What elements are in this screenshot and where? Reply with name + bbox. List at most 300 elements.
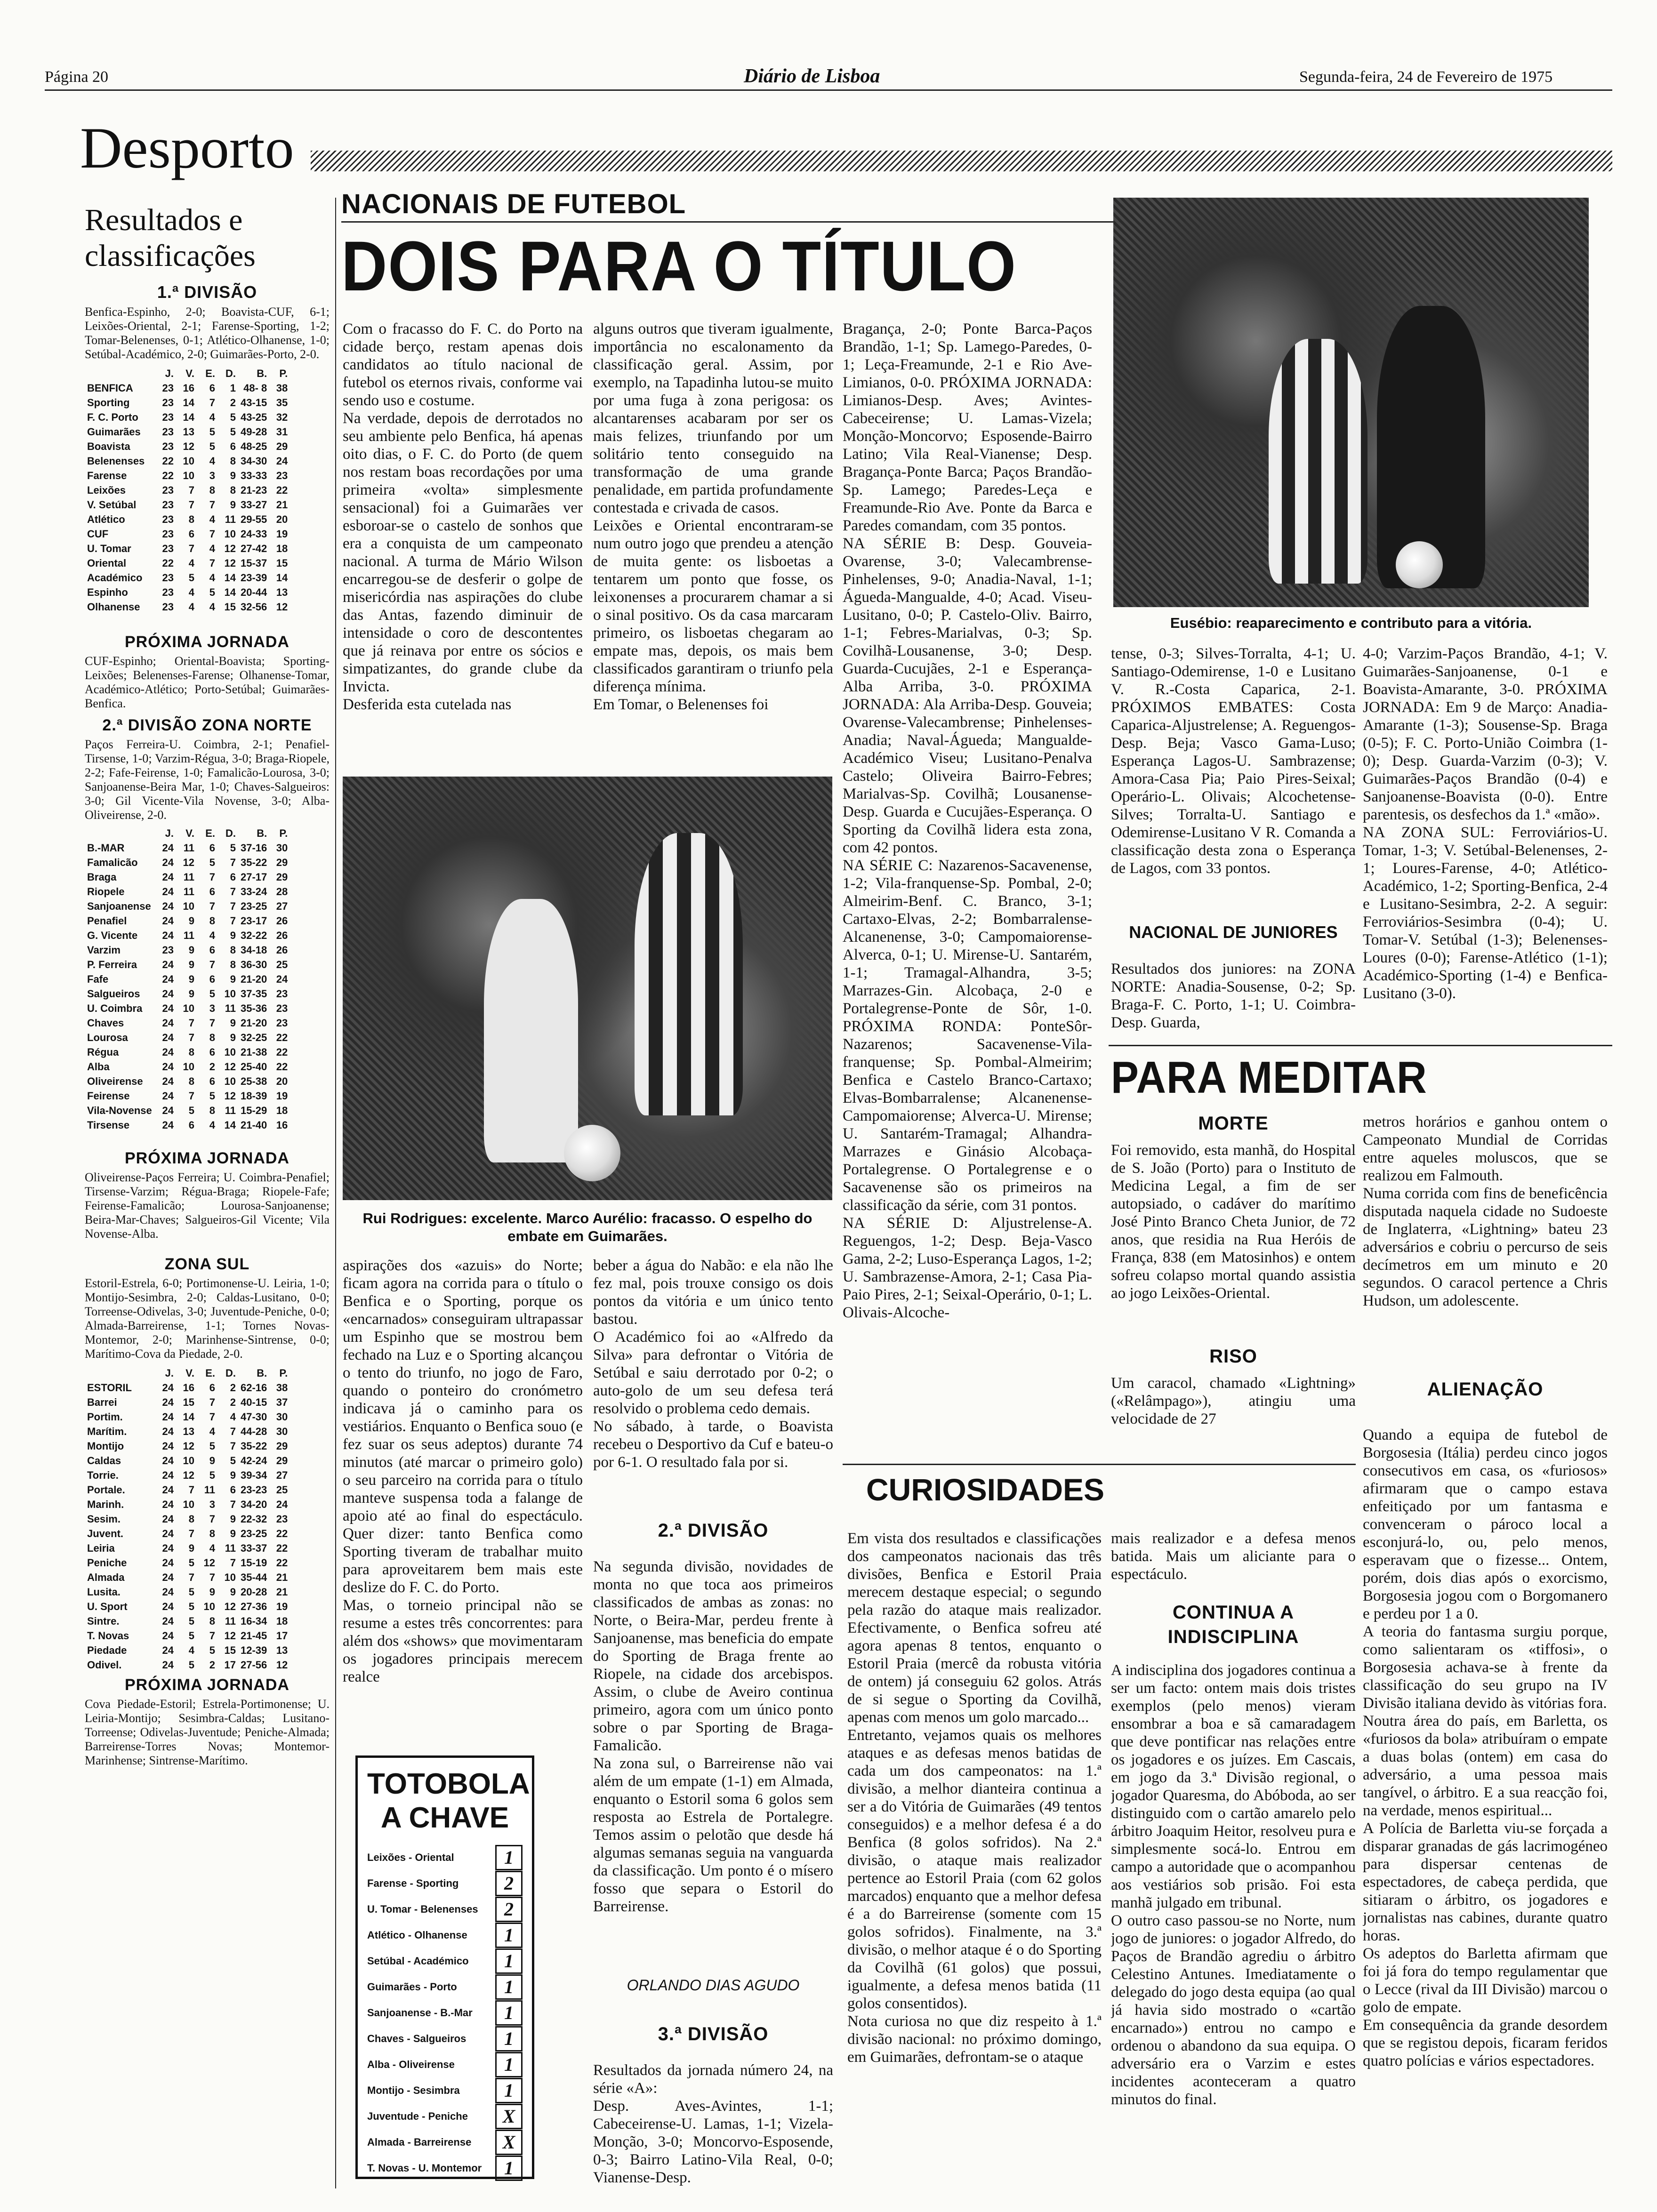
table-cell: 24 bbox=[162, 987, 174, 1000]
table-cell: 4 bbox=[209, 1542, 215, 1554]
table-cell: 16 bbox=[183, 382, 194, 394]
table-cell: 22 bbox=[276, 1060, 288, 1073]
table-cell: 7 bbox=[188, 484, 194, 496]
table-cell: 10 bbox=[224, 528, 236, 540]
indisciplina-heading: CONTINUA A INDISCIPLINA bbox=[1167, 1602, 1299, 1647]
table-cell: 25-40 bbox=[241, 1060, 267, 1073]
table-header-cell: V. bbox=[185, 827, 194, 839]
team-name: Lusita. bbox=[87, 1586, 121, 1598]
table-cell: 32-25 bbox=[241, 1031, 267, 1043]
table-cell: 22 bbox=[162, 557, 174, 569]
totobola-result: 1 bbox=[495, 1948, 523, 1974]
table-row bbox=[85, 1001, 290, 1016]
table-row bbox=[85, 1395, 290, 1410]
curiosidades-col2: mais realizador e a defesa menos batida. Mais um aliciante para o espectáculo. bbox=[1111, 1530, 1356, 1583]
team-name: Tirsense bbox=[87, 1119, 130, 1131]
team-name: Almada bbox=[87, 1571, 125, 1583]
table-cell: 25-38 bbox=[241, 1075, 267, 1087]
table-cell: 34-30 bbox=[241, 455, 267, 467]
curiosidades-rule bbox=[843, 1464, 1356, 1465]
table-cell: 24 bbox=[162, 1396, 174, 1408]
table-cell: 35-36 bbox=[241, 1002, 267, 1014]
table-cell: 40-15 bbox=[241, 1396, 267, 1408]
table-cell: 24 bbox=[162, 1629, 174, 1642]
team-name: T. Novas bbox=[87, 1629, 129, 1642]
table-cell: 11 bbox=[183, 842, 194, 854]
table-cell: 15 bbox=[224, 1644, 236, 1656]
table-cell: 36-30 bbox=[241, 958, 267, 970]
table-row bbox=[85, 1643, 290, 1658]
table-cell: 24 bbox=[162, 929, 174, 941]
table-cell: 8 bbox=[209, 484, 215, 496]
table-row bbox=[85, 1614, 290, 1628]
totobola-result: 1 bbox=[495, 2156, 523, 2181]
header-rule bbox=[45, 89, 1612, 91]
table-cell: 26 bbox=[276, 914, 288, 927]
article-col2b: beber a água do Nabão: e ela não lhe fez mal, pois trouxe consigo os dois pontos da vitória e um único tento bastou. O Académico foi ao «Alfredo da Silva» para defrontar o Vitória de Setúbal e saiu derrotado por 0-2; o auto-golo de um seu defesa terá resolvido o problema cedo demais. No sábado, à tarde, o Boavista recebeu o Desportivo da Cuf e bateu-o por 6-1. O resultado fala por si. bbox=[593, 1257, 833, 1471]
table-cell: 22-32 bbox=[241, 1513, 267, 1525]
table-cell: 22 bbox=[276, 1542, 288, 1554]
table-row bbox=[85, 1512, 290, 1526]
team-name: Boavista bbox=[87, 440, 130, 452]
table-header-cell: E. bbox=[205, 1367, 215, 1379]
table-cell: 6 bbox=[209, 973, 215, 985]
table-cell: 22 bbox=[276, 1527, 288, 1539]
table-cell: 23 bbox=[162, 425, 174, 438]
totobola-row bbox=[367, 1870, 523, 1896]
totobola-title: TOTOBOLA bbox=[367, 1768, 530, 1800]
table-header-cell: E. bbox=[205, 367, 215, 379]
player-figure bbox=[484, 899, 578, 1162]
table-cell: 9 bbox=[230, 1469, 236, 1481]
totobola-match: Almada - Barreirense bbox=[367, 2136, 472, 2148]
table-header-cell: V. bbox=[185, 1367, 194, 1379]
table-row bbox=[85, 454, 290, 468]
team-name: Barrei bbox=[87, 1396, 117, 1408]
table-cell: 32 bbox=[276, 411, 288, 423]
table-cell: 8 bbox=[188, 1513, 194, 1525]
div3-text: Resultados da jornada número 24, na série «A»: Desp. Aves-Avintes, 1-1; Cabeceirense-U. Lamas, 1-1; Vizela-Monção, 3-0; Moncorvo-Esposende, 0-3; Bairro Latino-Vila Real, 0-0; Vianense-Desp. bbox=[593, 2062, 833, 2186]
table-cell: 7 bbox=[230, 1556, 236, 1569]
team-name: V. Setúbal bbox=[87, 498, 137, 511]
indisciplina-text: A indisciplina dos jogadores continua a ser um facto: ontem mais dois tristes exemplos (pelo menos) vieram ensombrar a boa e sã camaradagem que deve pontificar nas relações entre os jogadores e os juízes. Em Cascais, em jogo da 3.ª Divisão regional, o jogador Quaresma, do Abóboda, ao ser distinguido com o cartão amarelo pelo árbitro Joaquim Heitor, resolveu pura e simplesmente socá-lo. Entrou em campo a autoridade que o acompanhou aos vestiários sob prisão. Foi esta manhã julgado em tribunal. O outro caso passou-se no Norte, num jogo de juniores: o jogador Alfredo, do Paços de Brandão agrediu o árbitro Celestino Antunes. Imediatamente o delegado do jogo desta equipa (ao qual já havia sido mostrado o «cartão encarnado») entrou no campo e ordenou o abandono da sua equipa. O adversário era o Varzim e estes incidentes aconteceram a quatro minutos do final. bbox=[1111, 1662, 1356, 2108]
table-row bbox=[85, 395, 290, 410]
table-cell: 8 bbox=[209, 914, 215, 927]
table-cell: 24 bbox=[162, 1615, 174, 1627]
table-cell: 4 bbox=[209, 1119, 215, 1131]
table-cell: 24 bbox=[162, 1090, 174, 1102]
table-cell: 11 bbox=[225, 1002, 236, 1014]
table-cell: 9 bbox=[230, 1527, 236, 1539]
div1-results: Benfica-Espinho, 2-0; Boavista-CUF, 6-1; Leixões-Oriental, 2-1; Farense-Sporting, 1-2; Tomar-Belenenses, 0-1; Atlético-Olhanense, 1-0; Setúbal-Académico, 2-0; Guimarães-Porto, 2-0. bbox=[85, 305, 330, 361]
table-cell: 27-56 bbox=[241, 1659, 267, 1671]
table-cell: 7 bbox=[188, 1031, 194, 1043]
table-cell: 23 bbox=[162, 440, 174, 452]
table-row bbox=[85, 1628, 290, 1643]
table-row bbox=[85, 483, 290, 497]
table-cell: 10 bbox=[183, 455, 194, 467]
table-cell: 7 bbox=[188, 1483, 194, 1496]
table-cell: 35 bbox=[276, 396, 288, 409]
table-cell: 14 bbox=[224, 586, 236, 598]
team-name: U. Tomar bbox=[87, 542, 131, 554]
table-cell: 12 bbox=[224, 1090, 236, 1102]
table-cell: 4 bbox=[209, 513, 215, 525]
table-cell: 24 bbox=[162, 1644, 174, 1656]
table-cell: 24 bbox=[162, 1381, 174, 1394]
table-cell: 17 bbox=[276, 1629, 288, 1642]
table-row bbox=[85, 943, 290, 957]
table-cell: 6 bbox=[209, 944, 215, 956]
team-name: Peniche bbox=[87, 1556, 127, 1569]
table-cell: 10 bbox=[203, 1600, 215, 1612]
zonasul-results: Estoril-Estrela, 6-0; Portimonense-U. Leiria, 1-0; Montijo-Sesimbra, 2-0; Caldas-Lusitano, 0-0; Torreense-Odivelas, 3-0; Juventude-Peniche, 0-0; Almada-Barreirense, 1-1; Tornes Novas-Montemor, 2-0; Marinhense-Sintrense, 0-0; Marítimo-Cova da Piedade, 2-0. bbox=[85, 1276, 330, 1361]
table-cell: 3 bbox=[209, 1002, 215, 1014]
totobola-result: 1 bbox=[495, 1923, 523, 1948]
table-cell: 4 bbox=[209, 601, 215, 613]
totobola-row bbox=[367, 1922, 523, 1948]
totobola-match: Setúbal - Académico bbox=[367, 1955, 469, 1967]
table-row bbox=[85, 986, 290, 1001]
table-cell: 14 bbox=[183, 411, 194, 423]
table-cell: 5 bbox=[209, 856, 215, 868]
table-cell: 12 bbox=[224, 1060, 236, 1073]
table-row bbox=[85, 1380, 290, 1395]
table-cell: 9 bbox=[188, 944, 194, 956]
team-name: G. Vicente bbox=[87, 929, 138, 941]
table-cell: 29 bbox=[276, 1454, 288, 1467]
article-headline: DOIS PARA O TÍTULO bbox=[341, 226, 1017, 305]
table-cell: 9 bbox=[230, 929, 236, 941]
table-cell: 33-27 bbox=[241, 498, 267, 511]
table-cell: 21 bbox=[276, 498, 288, 511]
table-cell: 7 bbox=[209, 958, 215, 970]
table-cell: 15-29 bbox=[241, 1104, 267, 1116]
table-cell: 24 bbox=[162, 1104, 174, 1116]
table-cell: 7 bbox=[230, 1498, 236, 1510]
table-cell: 9 bbox=[188, 958, 194, 970]
table-row bbox=[85, 855, 290, 870]
table-cell: 19 bbox=[276, 528, 288, 540]
prox3-heading: PRÓXIMA JORNADA bbox=[125, 1676, 290, 1694]
table-cell: 13 bbox=[276, 586, 288, 598]
table-cell: 8 bbox=[188, 1075, 194, 1087]
team-name: Olhanense bbox=[87, 601, 140, 613]
totobola-row bbox=[367, 2155, 523, 2181]
masthead: Diário de Lisboa bbox=[744, 65, 880, 87]
table-cell: 8 bbox=[209, 1104, 215, 1116]
table-cell: 42-24 bbox=[241, 1454, 267, 1467]
table-cell: 15-37 bbox=[241, 557, 267, 569]
table-cell: 22 bbox=[276, 1556, 288, 1569]
totobola-row bbox=[367, 1896, 523, 1922]
right-col-a: tense, 0-3; Silves-Torralta, 4-1; U. Santiago-Odemirense, 1-0 e Lusitano V. R.-Costa Caparica, 2-1. PRÓXIMOS EMBATES: Costa Caparica-Aljustrelense; A. Reguengos-Desp. Beja; Vasco Gama-Luso; Esperança Lagos-U. Sambrazense; Amora-Casa Pia; Paio Pires-Seixal; Operário-L. Olivais; Alcochetense-Silves; Torralta-U. Santiago e Odemirense-Lusitano V R. Comanda a classificação desta zona o Esperança de Lagos, com 33 pontos. bbox=[1111, 645, 1356, 877]
team-name: Sporting bbox=[87, 396, 130, 409]
totobola-result: X bbox=[495, 2130, 523, 2155]
table-header-cell: E. bbox=[205, 827, 215, 839]
table-cell: 8 bbox=[230, 484, 236, 496]
table-cell: 39-34 bbox=[241, 1469, 267, 1481]
table-cell: 3 bbox=[209, 1498, 215, 1510]
table-cell: 6 bbox=[230, 1483, 236, 1496]
table-cell: 24-33 bbox=[241, 528, 267, 540]
table-cell: 24 bbox=[162, 973, 174, 985]
table-cell: 7 bbox=[230, 1425, 236, 1437]
table-cell: 7 bbox=[188, 1090, 194, 1102]
table-cell: 33-37 bbox=[241, 1542, 267, 1554]
table-cell: 33-33 bbox=[241, 469, 267, 481]
div2-text: Na segunda divisão, novidades de monta no que toca aos primeiros classificados de ambas as zonas: no Norte, o Beira-Mar, perdeu frente à Sanjoanense, mas beneficia do empate do Sporting de Braga frente ao Riopele, na cidade dos arcebispos. Assim, o clube de Aveiro continua primeiro, agora com um único ponto sobre o par Sporting de Braga-Famalicão. Na zona sul, o Barreirense não vai além de um empate (1-1) em Almada, enquanto o Estoril soma 6 golos sem resposta ao Estrela de Portalegre. Temos assim o pelotão que desde há algumas semanas seguia na vanguarda da classificação. Um ponto é o mísero fosso que separa o Estoril do Barreirense. bbox=[593, 1558, 833, 1915]
table-cell: 37 bbox=[276, 1396, 288, 1408]
alienacao-text: Quando a equipa de futebol de Borgosesia (Itália) perdeu cinco jogos consecutivos em casa, os «furiosos» afirmaram que o campo estava enfeitiçado por um fantasma e convenceram o pároco local a esconjurá-lo, ou, pelo menos, esperavam que o fizesse... Ontem, porém, dois dias após o exorcismo, Borgosesia jogou com o Borgomanero e perdeu por 1 a 0. A teoria do fantasma surgiu porque, como salientaram os «tiffosi», o Borgosesia achava-se à frente da classificação do seu grupo na IV Divisão italiana devido às vitórias fora. Noutra área do país, em Barletta, os «furiosos da bola» atribuíram o empate a duas bolas (ontem) em casa do adversário, a uma pessoa mais tangível, o árbitro. E a sua reacção foi, na verdade, menos espiritual... A Polícia de Barletta viu-se forçada a disparar granadas de gás lacrimogéneo para dispersar centenas de espectadores, de cabeça perdida, que sitiaram o árbitro, os jogadores e jornalistas nas cabines, durante quatro horas. Os adeptos do Barletta afirmam que foi já fora do tempo regulamentar que o Lecce (rival da III Divisão) marcou o golo de empate. Em consequência da grande desordem que se registou depois, ficaram feridos quatro polícias e vários espectadores. bbox=[1363, 1427, 1608, 2069]
totobola-row bbox=[367, 2000, 523, 2026]
table-cell: 5 bbox=[209, 1440, 215, 1452]
table-cell: 7 bbox=[230, 900, 236, 912]
table-cell: 7 bbox=[230, 856, 236, 868]
zonasul-heading: ZONA SUL bbox=[164, 1255, 250, 1273]
table-cell: 7 bbox=[230, 914, 236, 927]
table-cell: 11 bbox=[183, 885, 194, 898]
totobola-result: 1 bbox=[495, 2052, 523, 2077]
photo2-caption: Eusébio: reaparecimento e contributo para a vitória. bbox=[1170, 615, 1532, 631]
table-cell: 10 bbox=[224, 1075, 236, 1087]
prox3-text: Cova Piedade-Estoril; Estrela-Portimonense; U. Leiria-Montijo; Sesimbra-Caldas; Lusitano-Torreense; Odivelas-Juventude; Peniche-Almada; Barreirense-Torres Novas; Montemor-Marinhense; Sintrense-Marítimo. bbox=[85, 1697, 330, 1767]
table-cell: 22 bbox=[276, 1031, 288, 1043]
table-cell: 23 bbox=[162, 944, 174, 956]
table-row bbox=[85, 1541, 290, 1555]
table-cell: 20-44 bbox=[241, 586, 267, 598]
table-row bbox=[85, 1483, 290, 1497]
table-cell: 4 bbox=[209, 571, 215, 584]
table-cell: 2 bbox=[209, 1659, 215, 1671]
table-cell: 24 bbox=[162, 871, 174, 883]
table-cell: 15 bbox=[183, 1396, 194, 1408]
table-row bbox=[85, 1555, 290, 1570]
table-cell: 9 bbox=[230, 498, 236, 511]
table-cell: 11 bbox=[225, 1104, 236, 1116]
totobola-row bbox=[367, 1948, 523, 1974]
table-row bbox=[85, 439, 290, 454]
table-cell: 6 bbox=[188, 1119, 194, 1131]
totobola-match: Alba - Oliveirense bbox=[367, 2058, 455, 2070]
team-name: Chaves bbox=[87, 1017, 124, 1029]
table-header-cell: J. bbox=[165, 827, 174, 839]
totobola-match: Atlético - Olhanense bbox=[367, 1929, 467, 1941]
photo-guimaraes bbox=[343, 777, 832, 1200]
table-cell: 15-19 bbox=[241, 1556, 267, 1569]
sidebar bbox=[85, 202, 330, 1824]
table-cell: 5 bbox=[188, 571, 194, 584]
table-cell: 21-38 bbox=[241, 1046, 267, 1058]
table-cell: 16-34 bbox=[241, 1615, 267, 1627]
table-cell: 8 bbox=[209, 1615, 215, 1627]
table-cell: 5 bbox=[230, 411, 236, 423]
sidebar-title: Resultados e classificações bbox=[85, 203, 256, 273]
prox2-text: Oliveirense-Paços Ferreira; U. Coimbra-Penafiel; Tirsense-Varzim; Régua-Braga; Riopele-Fafe; Feirense-Famalicão; Lourosa-Sanjoanense; Beira-Mar-Chaves; Salgueiros-Gil Vicente; Vila Novense-Alba. bbox=[85, 1170, 330, 1241]
totobola-result: 2 bbox=[495, 1871, 523, 1896]
table-cell: 30 bbox=[276, 1425, 288, 1437]
table-header-cell: V. bbox=[185, 367, 194, 379]
table-row bbox=[85, 556, 290, 570]
table-cell: 5 bbox=[230, 425, 236, 438]
table-cell: 14 bbox=[224, 571, 236, 584]
table-cell: 8 bbox=[209, 1031, 215, 1043]
team-name: CUF bbox=[87, 528, 109, 540]
totobola-match: Leixões - Oriental bbox=[367, 1851, 454, 1863]
table-cell: 27-36 bbox=[241, 1600, 267, 1612]
table-header-row bbox=[85, 826, 290, 841]
table-cell: 24 bbox=[162, 1542, 174, 1554]
table-cell: 7 bbox=[209, 1017, 215, 1029]
table-row bbox=[85, 410, 290, 425]
table-cell: 34-20 bbox=[241, 1498, 267, 1510]
table-header-cell: P. bbox=[279, 1367, 288, 1379]
div3-subhead: 3.ª DIVISÃO bbox=[658, 2024, 769, 2044]
table-cell: 9 bbox=[230, 973, 236, 985]
table-header-cell: D. bbox=[225, 1367, 236, 1379]
table-cell: 5 bbox=[209, 425, 215, 438]
totobola-row bbox=[367, 2077, 523, 2103]
table-cell: 11 bbox=[183, 929, 194, 941]
team-name: ESTORIL bbox=[87, 1381, 132, 1394]
table-cell: 24 bbox=[162, 1571, 174, 1583]
table-cell: 24 bbox=[162, 1659, 174, 1671]
article-kicker: NACIONAIS DE FUTEBOL bbox=[341, 189, 686, 219]
table-cell: 11 bbox=[225, 1542, 236, 1554]
table-header-cell: D. bbox=[225, 367, 236, 379]
morte-text: Foi removido, esta manhã, do Hospital de S. João (Porto) para o Instituto de Medicina Legal, a fim de ser autopsiado, o cadáver do marítimo José Pinto Branco Cheta Junior, de 72 anos, que residia na Rua Heróis de França, 838 (em Matosinhos) e ontem sofreu colapso mortal quando assistia ao jogo Leixões-Oriental. bbox=[1111, 1142, 1356, 1302]
table-cell: 13 bbox=[183, 1425, 194, 1437]
table-row bbox=[85, 600, 290, 614]
table-cell: 6 bbox=[209, 1381, 215, 1394]
table-cell: 16 bbox=[183, 1381, 194, 1394]
table-cell: 11 bbox=[183, 871, 194, 883]
table-cell: 27 bbox=[276, 1469, 288, 1481]
team-name: B.-MAR bbox=[87, 842, 125, 854]
table-cell: 23-17 bbox=[241, 914, 267, 927]
table-cell: 7 bbox=[209, 1396, 215, 1408]
page-number: Página 20 bbox=[45, 68, 109, 86]
table-cell: 5 bbox=[230, 842, 236, 854]
table-cell: 11 bbox=[225, 1615, 236, 1627]
table-cell: 7 bbox=[188, 1571, 194, 1583]
team-name: Riopele bbox=[87, 885, 125, 898]
table-cell: 24 bbox=[162, 1556, 174, 1569]
table-cell: 18-39 bbox=[241, 1090, 267, 1102]
photo1-caption: Rui Rodrigues: excelente. Marco Aurélio: fracasso. O espelho do embate em Guimarães. bbox=[362, 1210, 812, 1244]
totobola-result: 1 bbox=[495, 2078, 523, 2103]
table-row bbox=[85, 570, 290, 585]
table-cell: 3 bbox=[209, 469, 215, 481]
team-name: Sanjoanense bbox=[87, 900, 151, 912]
table-cell: 25 bbox=[276, 1483, 288, 1496]
article-col1: Com o fracasso do F. C. do Porto na cidade berço, restam apenas dois candidatos ao título nacional de futebol os eternos rivais, conforme vai sendo uso e costume. Na verdade, depois de derrotados no seu ambiente pelo Benfica, há apenas oito dias, o F. C. do Porto (de quem nos restam boas recordações por uma primeira «volta» simplesmente sensacional) foi a Guimarães ver esboroar-se o castelo de sonhos que era a conquista de um campeonato nacional. A turma de Mário Wilson encarregou-se de desferir o golpe de misericórdia nas aspirações do clube das Antas, fazendo diminuir de intensidade o coro de descontentes que já reinava por entre os sócios e simpatizantes, do grande clube da Invicta. Desferida esta cutelada nas bbox=[343, 321, 583, 713]
table-cell: 10 bbox=[183, 1454, 194, 1467]
table-cell: 2 bbox=[209, 1060, 215, 1073]
totobola-match: Farense - Sporting bbox=[367, 1877, 459, 1889]
table-cell: 22 bbox=[162, 455, 174, 467]
table-cell: 37-35 bbox=[241, 987, 267, 1000]
table-cell: 20 bbox=[276, 513, 288, 525]
team-name: Marinh. bbox=[87, 1498, 124, 1510]
table-cell: 6 bbox=[209, 382, 215, 394]
team-name: Juvent. bbox=[87, 1527, 124, 1539]
table-cell: 24 bbox=[162, 885, 174, 898]
team-name: Espinho bbox=[87, 586, 128, 598]
table-cell: 23-39 bbox=[241, 571, 267, 584]
team-name: U. Coimbra bbox=[87, 1002, 143, 1014]
table-cell: 43-15 bbox=[241, 396, 267, 409]
table-cell: 29 bbox=[276, 440, 288, 452]
table-cell: 24 bbox=[162, 1527, 174, 1539]
table-row bbox=[85, 425, 290, 439]
table-cell: 12 bbox=[276, 601, 288, 613]
table-cell: 6 bbox=[230, 440, 236, 452]
table-row bbox=[85, 1424, 290, 1439]
ball bbox=[1396, 541, 1443, 588]
table-cell: 19 bbox=[276, 1600, 288, 1612]
table-cell: 5 bbox=[188, 1586, 194, 1598]
totobola-match: Chaves - Salgueiros bbox=[367, 2032, 467, 2044]
table-row bbox=[85, 928, 290, 943]
table-row bbox=[85, 841, 290, 855]
table-cell: 5 bbox=[209, 586, 215, 598]
table-cell: 7 bbox=[188, 542, 194, 554]
issue-date: Segunda-feira, 24 de Fevereiro de 1975 bbox=[1299, 68, 1553, 86]
table-cell: 24 bbox=[162, 842, 174, 854]
table-cell: 23 bbox=[162, 396, 174, 409]
table-row bbox=[85, 1497, 290, 1512]
table-cell: 8 bbox=[188, 1046, 194, 1058]
table-header-cell: P. bbox=[279, 367, 288, 379]
team-name: Montijo bbox=[87, 1440, 124, 1452]
table-row bbox=[85, 527, 290, 541]
table-cell: 5 bbox=[209, 440, 215, 452]
totobola-row bbox=[367, 2129, 523, 2155]
table-cell: 7 bbox=[188, 1017, 194, 1029]
table-cell: 12 bbox=[183, 1440, 194, 1452]
table-row bbox=[85, 497, 290, 512]
table-cell: 8 bbox=[209, 1527, 215, 1539]
table-row bbox=[85, 972, 290, 986]
table-cell: 4 bbox=[188, 601, 194, 613]
table-cell: 24 bbox=[162, 1483, 174, 1496]
totobola-row bbox=[367, 2103, 523, 2129]
table-cell: 24 bbox=[162, 914, 174, 927]
table-cell: 5 bbox=[188, 1615, 194, 1627]
totobola-row bbox=[367, 1844, 523, 1870]
table-row bbox=[85, 1045, 290, 1059]
curiosidades-title: CURIOSIDADES bbox=[866, 1472, 1105, 1507]
div2-table bbox=[85, 826, 290, 1132]
ball bbox=[564, 1125, 620, 1181]
table-cell: 23 bbox=[162, 586, 174, 598]
table-cell: 6 bbox=[230, 871, 236, 883]
team-name: Farense bbox=[87, 469, 127, 481]
team-name: Piedade bbox=[87, 1644, 127, 1656]
table-cell: 8 bbox=[230, 958, 236, 970]
table-row bbox=[85, 957, 290, 972]
table-cell: 32-22 bbox=[241, 929, 267, 941]
totobola-match: Montijo - Sesimbra bbox=[367, 2084, 460, 2096]
table-cell: 26 bbox=[276, 944, 288, 956]
table-cell: 5 bbox=[209, 1090, 215, 1102]
table-cell: 24 bbox=[162, 1060, 174, 1073]
div2-results: Paços Ferreira-U. Coimbra, 2-1; Penafiel-Tirsense, 1-0; Varzim-Régua, 3-0; Braga-Riopele, 2-2; Fafe-Feirense, 1-0; Famalicão-Lourosa, 3-0; Sanjoanense-Beira Mar, 1-0; Chaves-Salgueiros: 3-0; Gil Vicente-Vila Novense, 3-0; Alba-Oliveirense, 2-0. bbox=[85, 737, 330, 822]
table-cell: 17 bbox=[224, 1659, 236, 1671]
table-cell: 5 bbox=[209, 1644, 215, 1656]
table-cell: 23 bbox=[276, 1002, 288, 1014]
